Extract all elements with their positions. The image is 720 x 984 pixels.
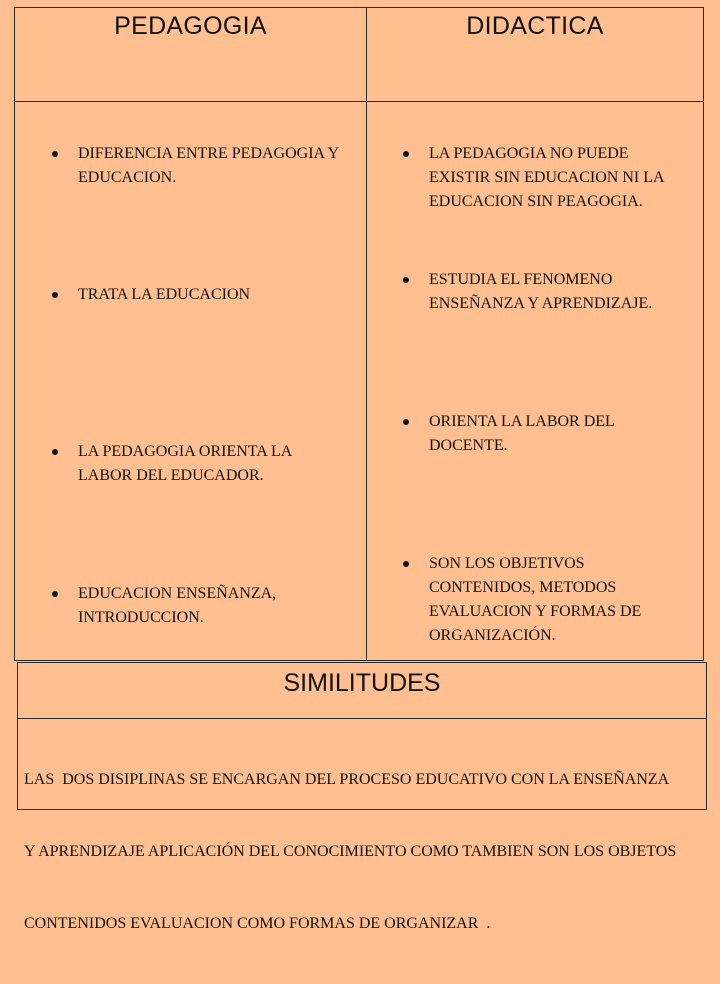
item-line: LA PEDAGOGIA ORIENTA LA bbox=[78, 443, 293, 460]
item-line: EDUCACION ENSEÑANZA, bbox=[78, 585, 277, 602]
comparison-table bbox=[14, 7, 704, 661]
didactica-item-2 bbox=[429, 268, 652, 316]
item-line: ESTUDIA EL FENOMENO bbox=[429, 271, 613, 288]
similitudes-header: SIMILITUDES bbox=[18, 663, 706, 719]
item-line: DOCENTE. bbox=[429, 437, 508, 454]
bullet-icon bbox=[403, 277, 409, 283]
didactica-item-1 bbox=[429, 142, 665, 214]
item-line: EDUCACION SIN PEAGOGIA. bbox=[429, 193, 643, 210]
item-line: CONTENIDOS, METODOS bbox=[429, 579, 617, 596]
bullet-icon bbox=[52, 292, 58, 298]
item-line: LA PEDAGOGIA NO PUEDE bbox=[429, 145, 629, 162]
bullet-icon bbox=[52, 449, 58, 455]
pedagogia-item-2 bbox=[78, 283, 250, 307]
item-line: ENSEÑANZA Y APRENDIZAJE. bbox=[429, 295, 653, 312]
item-line: EDUCACION. bbox=[78, 169, 177, 186]
similitudes-line: LAS DOS DISIPLINAS SE ENCARGAN DEL PROCESO EDUCATIVO CON LA ENSEÑANZA bbox=[24, 771, 670, 788]
item-line: SON LOS OBJETIVOS bbox=[429, 555, 585, 572]
pedagogia-column bbox=[15, 8, 367, 660]
item-line: ORGANIZACIÓN. bbox=[429, 627, 556, 644]
similitudes-line: CONTENIDOS EVALUACION COMO FORMAS DE ORGANIZAR . bbox=[24, 915, 491, 932]
similitudes-text bbox=[18, 719, 706, 984]
item-line: EXISTIR SIN EDUCACION NI LA bbox=[429, 169, 665, 186]
item-line: DIFERENCIA ENTRE PEDAGOGIA Y bbox=[78, 145, 340, 162]
didactica-header: DIDACTICA bbox=[367, 8, 703, 102]
didactica-item-3 bbox=[429, 410, 615, 458]
bullet-icon bbox=[403, 419, 409, 425]
bullet-icon bbox=[52, 151, 58, 157]
pedagogia-item-3 bbox=[78, 440, 292, 488]
pedagogia-item-1 bbox=[78, 142, 339, 190]
item-line: ORIENTA LA LABOR DEL bbox=[429, 413, 615, 430]
didactica-column bbox=[367, 8, 703, 660]
bullet-icon bbox=[403, 151, 409, 157]
pedagogia-item-4 bbox=[78, 582, 276, 630]
item-line: INTRODUCCION. bbox=[78, 609, 204, 626]
item-line: LABOR DEL EDUCADOR. bbox=[78, 467, 264, 484]
item-line: TRATA LA EDUCACION bbox=[78, 286, 251, 303]
bullet-icon bbox=[403, 561, 409, 567]
bullet-icon bbox=[52, 591, 58, 597]
similitudes-table bbox=[17, 662, 707, 932]
pedagogia-header: PEDAGOGIA bbox=[15, 8, 366, 102]
didactica-item-4 bbox=[429, 552, 641, 648]
item-line: EVALUACION Y FORMAS DE bbox=[429, 603, 642, 620]
similitudes-line: Y APRENDIZAJE APLICACIÓN DEL CONOCIMIENTO COMO TAMBIEN SON LOS OBJETOS bbox=[24, 843, 677, 860]
